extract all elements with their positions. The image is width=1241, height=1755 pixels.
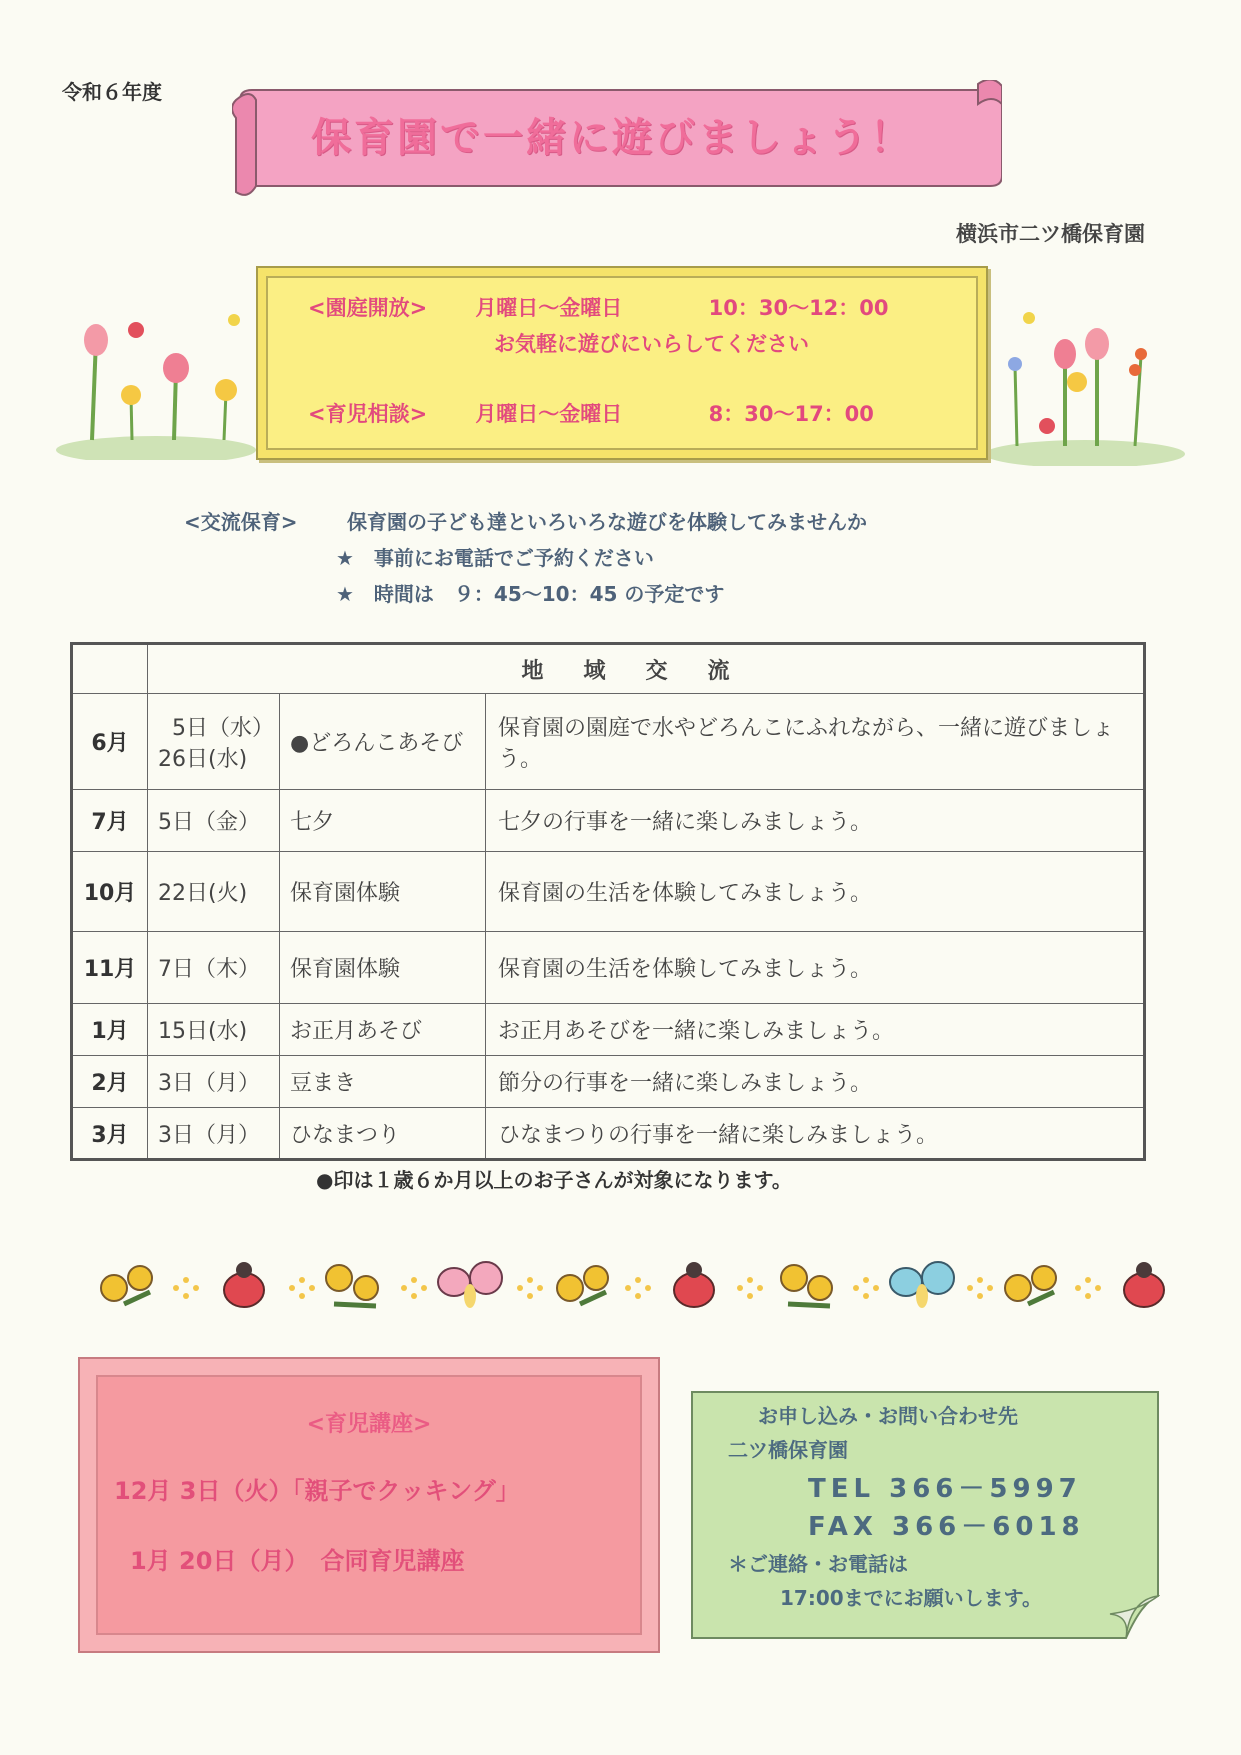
parenting-lecture-box xyxy=(78,1357,660,1653)
garden-opening-row xyxy=(308,292,889,322)
flower-icon xyxy=(1005,1266,1056,1304)
title-banner xyxy=(232,80,1002,198)
decorative-border xyxy=(94,1248,1184,1328)
row-desc: 保育園の園庭で水やどろんこにふれながら、一緒に遊びましょう。 xyxy=(486,694,1145,790)
row-desc: 七夕の行事を一緒に楽しみましょう。 xyxy=(486,790,1145,852)
consult-time: 8：30～17：00 xyxy=(708,402,874,426)
lecture-cooking: 12月 3日（火）「親子でクッキング」 xyxy=(114,1477,520,1505)
flower-icon xyxy=(326,1265,378,1306)
flower-icon xyxy=(101,1266,152,1304)
contact-tel: TEL 366－5997 xyxy=(808,1474,1082,1504)
flower-icon xyxy=(557,1266,608,1304)
row-desc: お正月あそびを一緒に楽しみましょう。 xyxy=(486,1004,1145,1056)
exchange-description: 保育園の子ども達といろいろな遊びを体験してみませんか xyxy=(346,510,867,534)
consultation-row xyxy=(308,398,874,428)
garden-label: <園庭開放> xyxy=(308,296,428,320)
row-name: ●どろんこあそび xyxy=(280,694,486,790)
flowers-right-decoration xyxy=(985,306,1185,466)
garden-time: 10：30～12：00 xyxy=(708,296,889,320)
contact-box xyxy=(690,1390,1160,1640)
row-date: 5日（金） xyxy=(148,790,280,852)
table-header: 地域交流 xyxy=(148,644,1145,694)
table-row xyxy=(72,1004,1145,1056)
lecture-joint: 1月 20日（月） 合同育児講座 xyxy=(130,1547,465,1575)
table-row xyxy=(72,1108,1145,1160)
ladybug-icon xyxy=(224,1262,264,1307)
row-date xyxy=(148,694,280,790)
table-corner-cell xyxy=(72,644,148,694)
exchange-label: <交流保育> xyxy=(184,510,298,534)
events-table xyxy=(70,642,1146,1161)
table-header-row xyxy=(72,644,1145,694)
contact-fax: FAX 366－6018 xyxy=(808,1512,1085,1542)
exchange-note-reservation: ★ 事前にお電話でご予約ください xyxy=(336,546,654,570)
consult-label: <育児相談> xyxy=(308,402,428,426)
exchange-intro xyxy=(184,506,867,535)
row-month: 1月 xyxy=(72,1004,148,1056)
row-name: 保育園体験 xyxy=(280,932,486,1004)
row-date-first: 5日（水） xyxy=(172,715,274,741)
table-footnote: ●印は１歳６か月以上のお子さんが対象になります。 xyxy=(316,1168,792,1192)
row-date: 3日（月） xyxy=(148,1056,280,1108)
row-month: 11月 xyxy=(72,932,148,1004)
row-month: 10月 xyxy=(72,852,148,932)
table-row xyxy=(72,694,1145,790)
row-month: 3月 xyxy=(72,1108,148,1160)
row-date: 15日(水) xyxy=(148,1004,280,1056)
contact-note: ＊ご連絡・お電話は xyxy=(728,1552,908,1576)
contact-hours-note: 17:00までにお願いします。 xyxy=(780,1586,1043,1610)
row-name: 豆まき xyxy=(280,1056,486,1108)
table-row xyxy=(72,1056,1145,1108)
ladybug-icon xyxy=(1124,1262,1164,1307)
nursery-name: 横浜市二ツ橋保育園 xyxy=(956,222,1145,246)
flowers-left-decoration xyxy=(56,300,256,460)
table-row xyxy=(72,790,1145,852)
row-desc: 保育園の生活を体験してみましょう。 xyxy=(486,852,1145,932)
butterfly-icon xyxy=(890,1262,954,1308)
table-row xyxy=(72,932,1145,1004)
row-name: ひなまつり xyxy=(280,1108,486,1160)
consult-days: 月曜日～金曜日 xyxy=(475,402,623,426)
fiscal-year: 令和６年度 xyxy=(62,80,162,104)
row-date: 22日(火) xyxy=(148,852,280,932)
row-month: 6月 xyxy=(72,694,148,790)
row-desc: 節分の行事を一緒に楽しみましょう。 xyxy=(486,1056,1145,1108)
page-title: 保育園で一緒に遊びましょう！ xyxy=(311,115,913,161)
opening-hours-box xyxy=(256,266,988,460)
butterfly-icon xyxy=(438,1262,502,1308)
flower-icon xyxy=(781,1265,832,1306)
row-name: お正月あそび xyxy=(280,1004,486,1056)
ladybug-icon xyxy=(674,1262,714,1307)
contact-name: 二ツ橋保育園 xyxy=(728,1438,848,1462)
row-date: 3日（月） xyxy=(148,1108,280,1160)
row-desc: 保育園の生活を体験してみましょう。 xyxy=(486,932,1145,1004)
contact-heading: お申し込み・お問い合わせ先 xyxy=(758,1404,1018,1428)
row-date-second: 26日(水) xyxy=(158,746,248,772)
row-desc: ひなまつりの行事を一緒に楽しみましょう。 xyxy=(486,1108,1145,1160)
row-date: 7日（木） xyxy=(148,932,280,1004)
row-name: 七夕 xyxy=(280,790,486,852)
row-month: 7月 xyxy=(72,790,148,852)
exchange-note-time: ★ 時間は ９：45～10：45 の予定です xyxy=(336,582,725,606)
row-month: 2月 xyxy=(72,1056,148,1108)
garden-days: 月曜日～金曜日 xyxy=(475,296,623,320)
table-row xyxy=(72,852,1145,932)
garden-note: お気軽に遊びにいらしてください xyxy=(494,332,809,356)
row-name: 保育園体験 xyxy=(280,852,486,932)
lecture-title: <育児講座> xyxy=(306,1412,432,1437)
